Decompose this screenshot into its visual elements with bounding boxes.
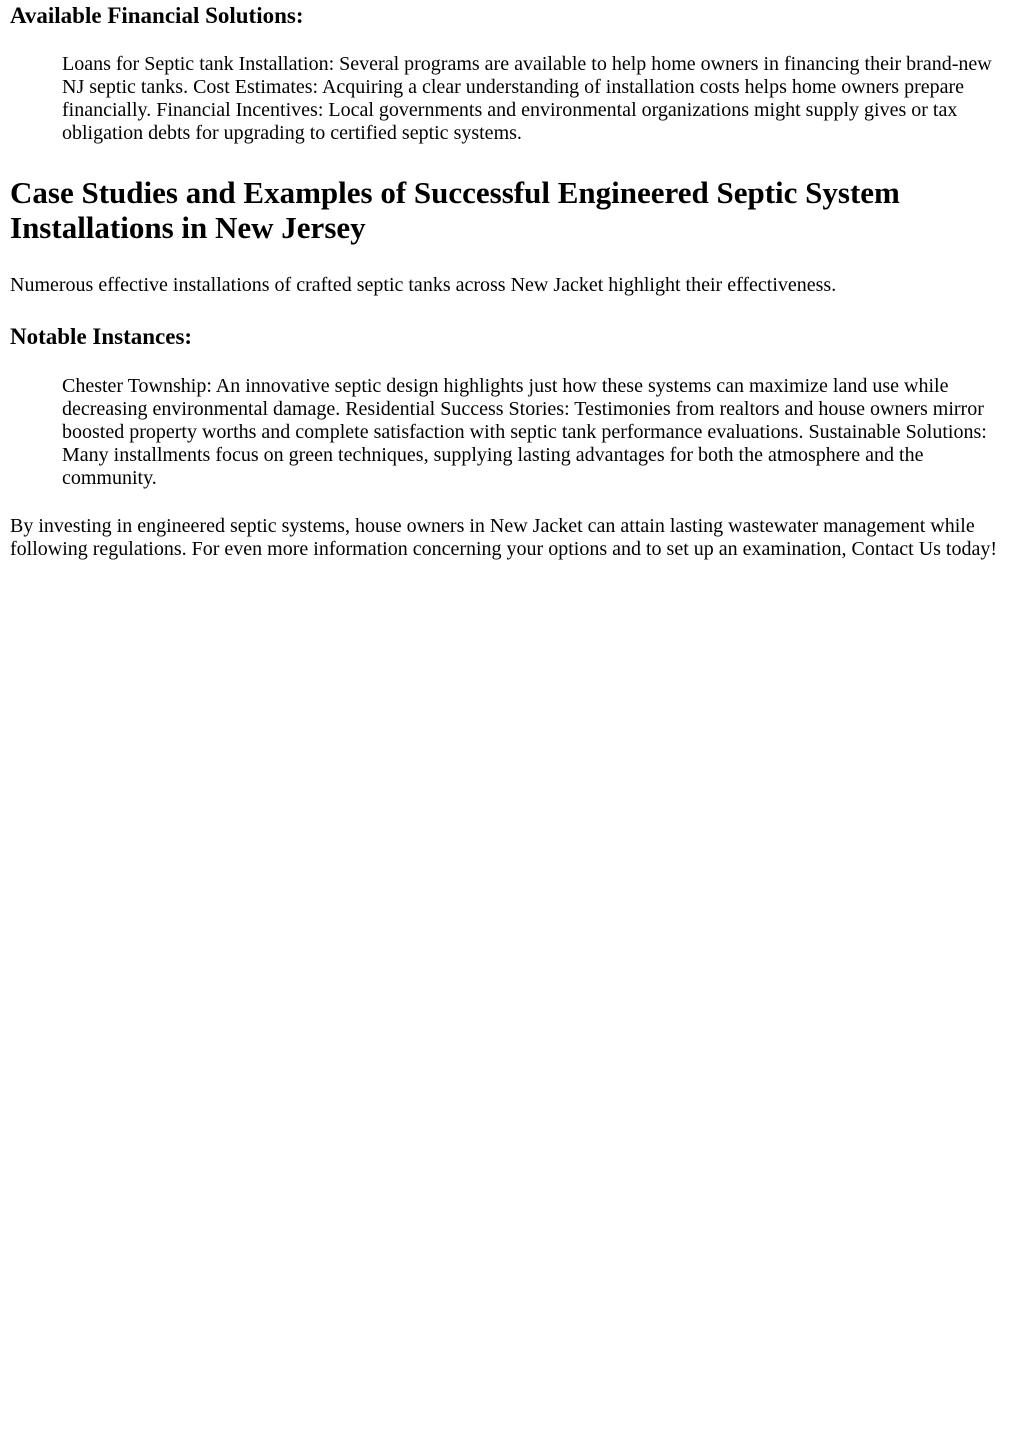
case-studies-intro: Numerous effective installations of crafted septic tanks across New Jacket highlight their effectiveness. xyxy=(10,274,837,296)
financial-solutions-quote: Loans for Septic tank Installation: Several programs are available to help home owners in financing their brand-new NJ septic tanks. Cost Estimates: Acquiring a clear understanding of installation costs helps home owners prepare financially. Financial Incentives: Local governments and environmental organizations might supply gives or tax obligation debts for upgrading to certified septic systems. xyxy=(62,53,992,144)
notable-instances-quote: Chester Township: An innovative septic design highlights just how these systems can maximize land use while decreasing environmental damage. Residential Success Stories: Testimonies from realtors and house owners mirror boosted property worths and complete satisfaction with septic tank performance evaluations. Sustainable Solutions: Many installments focus on green techniques, supplying lasting advantages for both the atmosphere and the community. xyxy=(62,375,987,489)
case-studies-heading: Case Studies and Examples of Successful Engineered Septic System Installations in New Jersey xyxy=(10,175,900,245)
closing-paragraph: By investing in engineered septic systems, house owners in New Jacket can attain lasting wastewater management while following regulations. For even more information concerning your options and to set up an examination, Contact Us today! xyxy=(10,515,998,560)
financial-solutions-heading: Available Financial Solutions: xyxy=(10,3,304,28)
notable-instances-heading: Notable Instances: xyxy=(10,324,193,349)
